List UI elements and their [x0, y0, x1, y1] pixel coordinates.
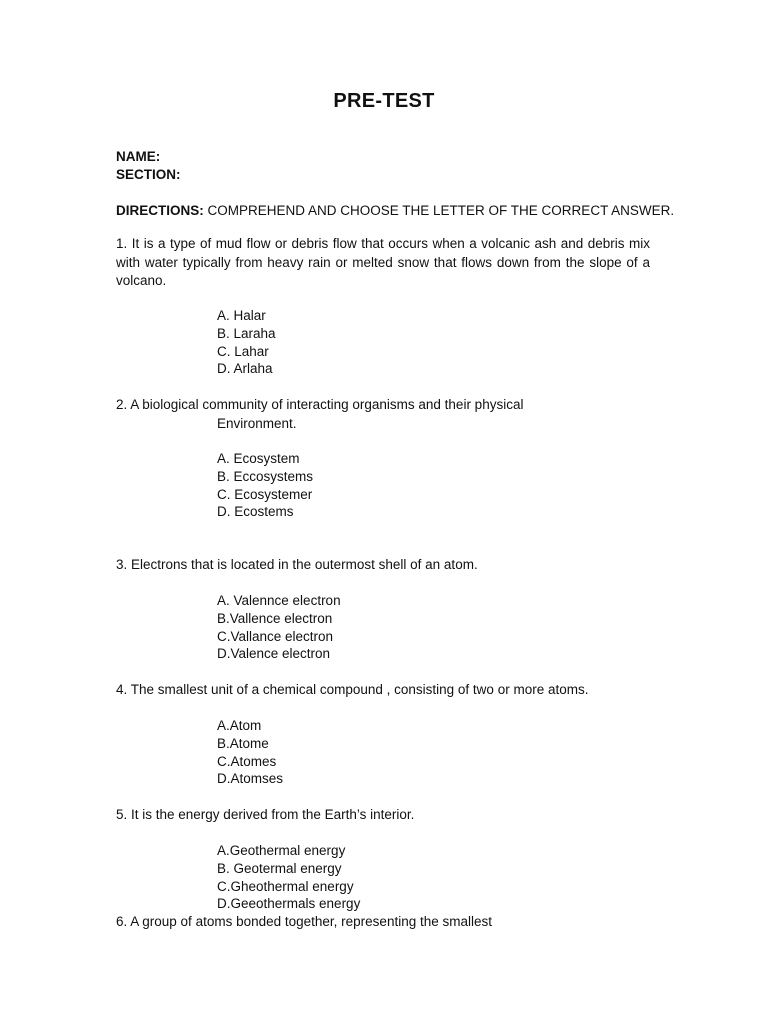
question-6-text: 6. A group of atoms bonded together, representing the smallest	[116, 914, 492, 929]
section-label: SECTION:	[116, 166, 181, 182]
option: D. Ecostems	[217, 504, 294, 520]
option: D.Valence electron	[217, 646, 331, 662]
option: B. Laraha	[217, 325, 276, 341]
option: D.Geeothermals energy	[217, 896, 361, 912]
question-5-text: 5. It is the energy derived from the Earth’s interior.	[116, 807, 415, 822]
option: A.Atom	[217, 718, 262, 733]
question-2-text-continued: Environment.	[217, 415, 297, 431]
page-title: PRE-TEST	[333, 90, 435, 112]
question-5-options	[217, 842, 360, 913]
option: B.Atome	[217, 735, 269, 751]
option: B. Eccosystems	[217, 468, 314, 484]
option: A. Ecosystem	[217, 451, 300, 466]
option: A.Geothermal energy	[217, 843, 346, 858]
option: C. Lahar	[217, 343, 269, 359]
question-1-options	[217, 307, 276, 378]
option: C.Vallance electron	[217, 628, 334, 644]
question-1	[116, 235, 650, 291]
question-6	[116, 913, 650, 932]
question-4-text: 4. The smallest unit of a chemical compound , consisting of two or more atoms.	[116, 682, 589, 697]
question-3-text: 3. Electrons that is located in the outermost shell of an atom.	[116, 557, 478, 572]
option: B.Vallence electron	[217, 610, 333, 626]
option: A. Valennce electron	[217, 593, 341, 608]
option: B. Geotermal energy	[217, 860, 342, 876]
directions-label: DIRECTIONS:	[116, 203, 204, 218]
option: C.Atomes	[217, 753, 277, 769]
question-5	[116, 806, 650, 825]
question-4-options	[217, 717, 283, 788]
question-2	[116, 396, 650, 433]
option: D. Arlaha	[217, 361, 273, 377]
option: C. Ecosystemer	[217, 486, 313, 502]
name-label: NAME:	[116, 149, 161, 164]
option: C.Gheothermal energy	[217, 878, 354, 894]
student-info	[116, 148, 181, 183]
question-4	[116, 681, 650, 700]
question-2-text: 2. A biological community of interacting organisms and their physical	[116, 397, 524, 412]
directions-text: COMPREHEND AND CHOOSE THE LETTER OF THE CORRECT ANSWER.	[207, 203, 675, 218]
option: A. Halar	[217, 308, 266, 323]
option: D.Atomses	[217, 771, 284, 787]
question-3	[116, 556, 650, 575]
question-2-options	[217, 450, 313, 521]
question-3-options	[217, 592, 341, 663]
directions	[116, 202, 675, 220]
question-1-text: 1. It is a type of mud flow or debris flow that occurs when a volcanic ash and debris mix with water typically from heavy rain or melted snow that flows down from the slope of a volcano.	[116, 236, 650, 288]
